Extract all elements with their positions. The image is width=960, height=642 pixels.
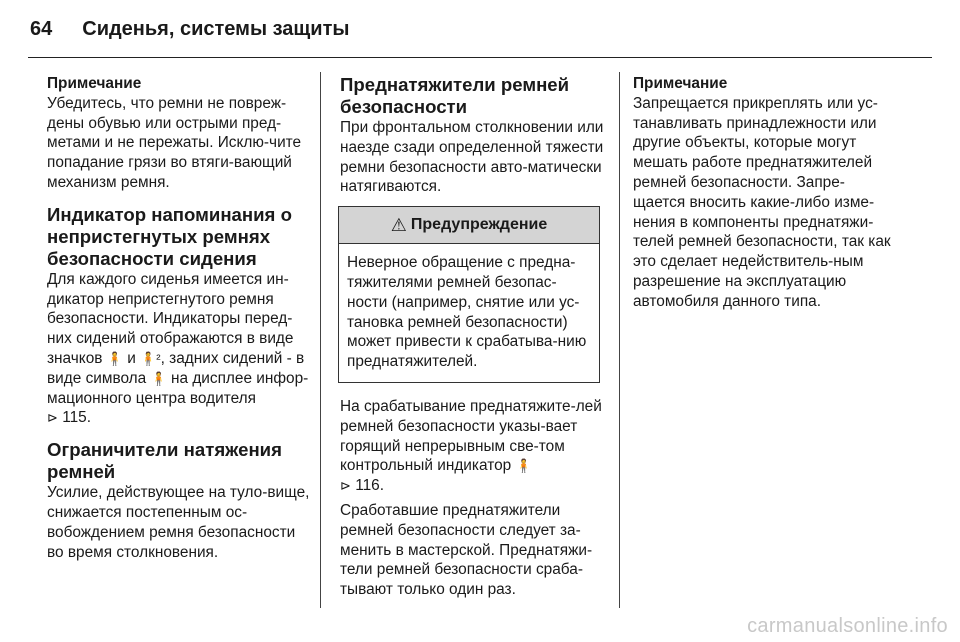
pretensioners-heading: Преднатяжители ремней безопасности [340,74,570,117]
column-divider-2 [619,72,620,608]
column-2 [340,74,604,600]
warning-box [338,206,600,383]
warning-header [339,207,599,244]
page-reference-link[interactable]: 116. [355,477,384,495]
reminder-heading: Индикатор напоминания о непристегнутых ремнях безопасности сидения [47,203,292,269]
page-number: 64 [30,18,53,40]
watermark: carmanualsonline.info [747,615,948,637]
limiters-heading: Ограничители натяжения ремней [47,439,282,483]
page-reference-icon: ⊳ [340,478,351,494]
note-text: Убедитесь, что ремни не повреж-дены обувью или острыми пред-метами и не пережаты. Исклю-чите попадание грязи во втяги-вающий механизм ремня. [47,94,302,191]
page-reference-link[interactable]: 115. [62,409,91,427]
reminder-text-3: на дисплее инфор-мационного центра водителя [47,369,309,407]
page-reference-icon: ⊳ [47,410,58,426]
chapter-title: Сиденья, системы защиты [82,18,350,40]
header-rule [28,57,932,58]
note-text: Запрещается прикреплять или ус-танавливать принадлежности или другие объекты, которые могут мешать работе преднатяжителей ремней безопасности. Запре-щается вносить какие-либо изме-нения в компоненты преднатяжи-телей ремней безопасности, так как это сделает недействитель-ным разрешение на эксплуатацию автомобиля данного типа. [633,94,891,310]
column-3 [633,74,897,312]
seatbelt-reminder-icon: 🧍 [150,370,167,386]
warning-text: Неверное обращение с предна-тяжителями ремней безопас-ности (например, снятие или ус-тановка ремней безопасности) может привести к срабатыва-нию преднатяжителей. [347,254,587,371]
note-title: Примечание [47,75,142,92]
seatbelt-reminder-2-icon: 🧍² [140,350,161,366]
seatbelt-reminder-icon: 🧍 [106,350,123,366]
reminder-text-2: , задних сидений - в виде символа [47,349,305,387]
pretensioners-intro: При фронтальном столкновении или наезде сзади определенной тяжести ремни безопасности авто-матически натягиваются. [340,119,604,196]
deploy-paragraph [340,397,604,496]
reminder-paragraph [47,270,311,428]
page-header [30,18,349,48]
note-title: Примечание [633,75,728,92]
reminder-and: и [127,349,136,367]
warning-triangle-icon: ⚠ [390,214,407,235]
warning-title: Предупреждение [410,216,548,234]
column-1 [47,74,311,562]
airbag-pretensioner-icon: 🧍 [515,458,532,474]
reminder-text-1: Для каждого сиденья имеется ин-дикатор непристегнутого ремня безопасности. Индикаторы перед-них сидений отображаются в виде значков [47,270,294,367]
column-divider-1 [320,72,321,608]
replace-text: Сработавшие преднатяжители ремней безопасности следует за-менить в мастерской. Преднатяжи-тели ремней безопасности сраба-тывают только один раз. [340,501,593,599]
deploy-text: На срабатывание преднатяжите-лей ремней безопасности указы-вает горящий непрерывным све-том контрольный индикатор [340,397,602,475]
limiters-text: Усилие, действующее на туло-вище, снижается постепенным ос-вобождением ремня безопасности во время столкновения. [47,484,310,561]
